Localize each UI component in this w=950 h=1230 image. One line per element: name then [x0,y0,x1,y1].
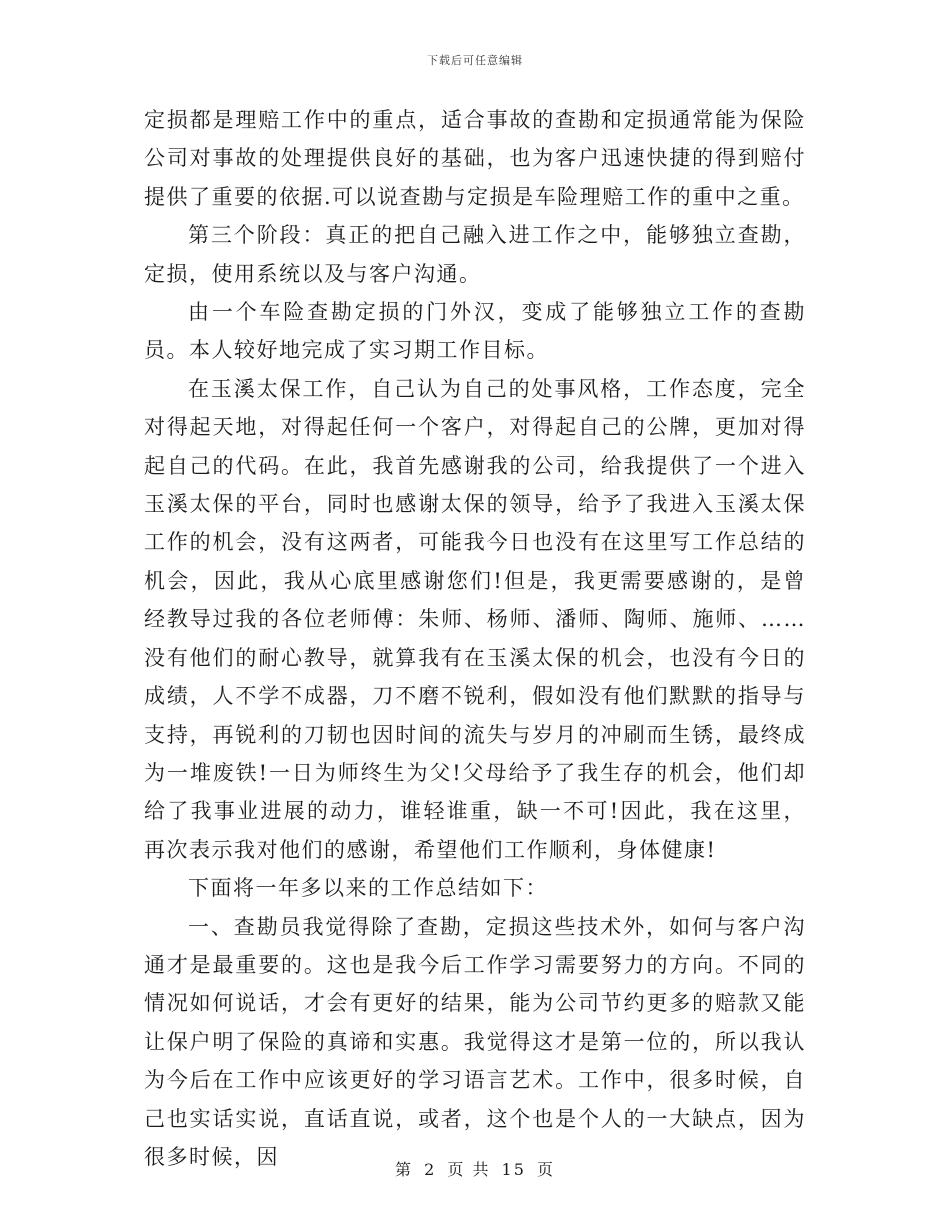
paragraph: 一、查勘员我觉得除了查勘，定损这些技术外，如何与客户沟通才是最重要的。这也是我今后工作学习需要努力的方向。不同的情况如何说话，才会有更好的结果，能为公司节约更多的赔款又能让保户明了保险的真谛和实惠。我觉得这才是第一位的，所以我认为今后在工作中应该更好的学习语言艺术。工作中，很多时候，自己也实话实说，直话直说，或者，这个也是个人的一大缺点，因为很多时候，因 [144,914,806,1169]
document-body [144,101,806,1176]
footer-suffix: 页 [537,1160,556,1179]
footer-prefix: 第 [394,1160,413,1179]
current-page-number: 2 [424,1160,437,1179]
paragraph: 由一个车险查勘定损的门外汉，变成了能够独立工作的查勘员。本人较好地完成了实习期工作目标。 [144,300,806,363]
paragraph: 下面将一年多以来的工作总结如下： [188,876,548,901]
paragraph: 第三个阶段：真正的把自己融入进工作之中，能够独立查勘，定损，使用系统以及与客户沟通。 [144,223,806,286]
footer-middle: 页 共 [447,1160,491,1179]
page-header-note: 下载后可任意编辑 [427,54,523,67]
page-footer [0,1157,950,1180]
total-pages-number: 15 [501,1160,526,1179]
paragraph: 在玉溪太保工作，自己认为自己的处事风格，工作态度，完全对得起天地，对得起任何一个客户，对得起自己的公牌，更加对得起自己的代码。在此，我首先感谢我的公司，给我提供了一个进入玉溪太保的平台，同时也感谢太保的领导，给予了我进入玉溪太保工作的机会，没有这两者，可能我今日也没有在这里写工作总结的机会，因此，我从心底里感谢您们!但是，我更需要感谢的，是曾经教导过我的各位老师傅：朱师、杨师、潘师、陶师、施师、……没有他们的耐心教导，就算我有在玉溪太保的机会，也没有今日的成绩，人不学不成器，刀不磨不锐利，假如没有他们默默的指导与支持，再锐利的刀韧也因时间的流失与岁月的冲刷而生锈，最终成为一堆废铁!一日为师终生为父!父母给予了我生存的机会，他们却给了我事业进展的动力，谁轻谁重，缺一不可!因此，我在这里，再次表示我对他们的感谢，希望他们工作顺利，身体健康! [144,376,806,862]
paragraph: 定损都是理赔工作中的重点，适合事故的查勘和定损通常能为保险公司对事故的处理提供良好的基础，也为客户迅速快捷的得到赔付提供了重要的依据.可以说查勘与定损是车险理赔工作的重中之重。 [144,108,806,209]
